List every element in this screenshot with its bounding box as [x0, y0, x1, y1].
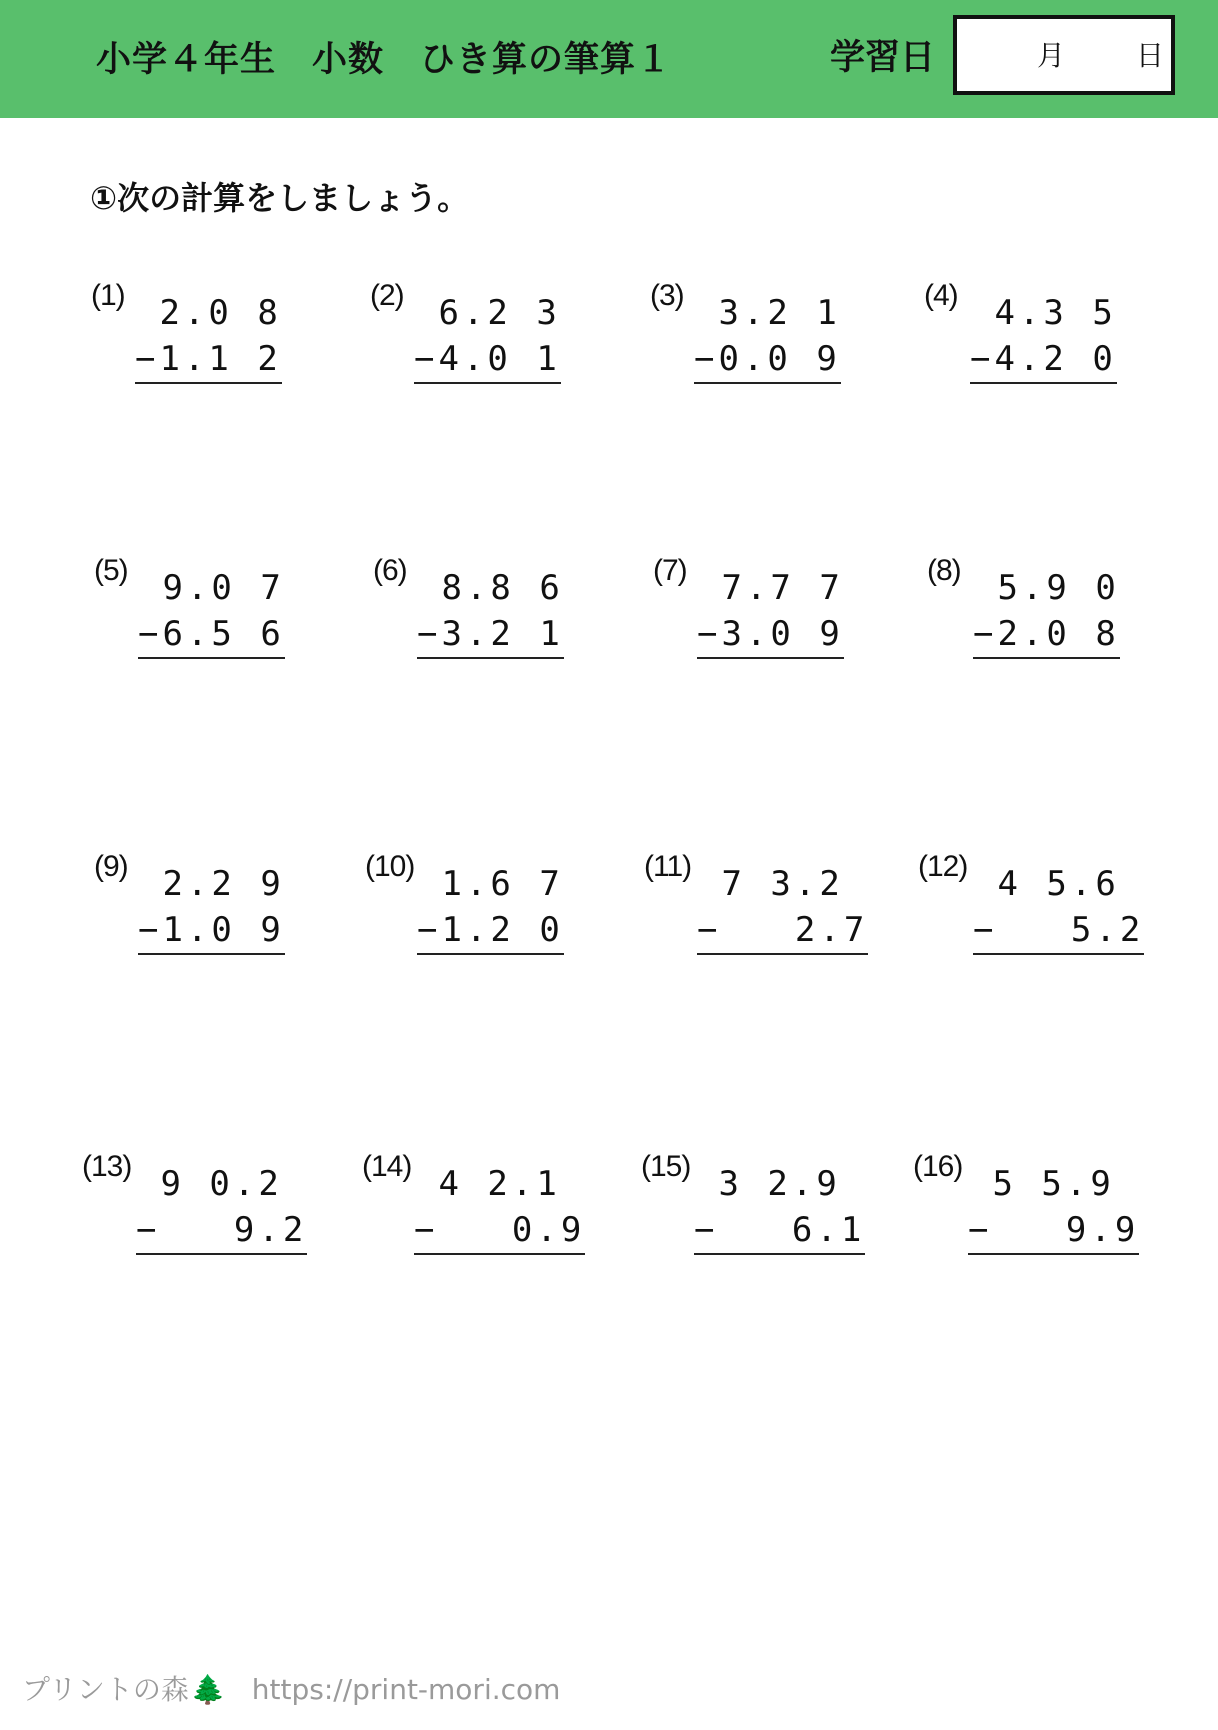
- tree-icon: 🌲: [190, 1673, 226, 1706]
- problem-number: (8): [927, 554, 961, 587]
- problem-10: [365, 849, 625, 979]
- problem-number: (5): [94, 554, 128, 587]
- problem-11: [644, 849, 904, 979]
- problem-number: (10): [365, 850, 415, 883]
- problem-number: (14): [362, 1150, 412, 1183]
- minuend: 5.9 0: [973, 568, 1120, 608]
- problem-number: (13): [82, 1150, 132, 1183]
- problem-number: (12): [918, 850, 968, 883]
- problem-2: [370, 278, 630, 408]
- problem-6: [373, 553, 633, 683]
- problem-4: [924, 278, 1184, 408]
- minuend: 2.0 8: [135, 293, 282, 333]
- minuend: 5 5.9: [968, 1164, 1115, 1204]
- minuend: 4 2.1: [414, 1164, 561, 1204]
- subtrahend: −2.0 8: [973, 613, 1120, 659]
- problem-number: (3): [650, 279, 684, 312]
- minuend: 8.8 6: [417, 568, 564, 608]
- problem-7: [653, 553, 913, 683]
- problem-1: [91, 278, 351, 408]
- minuend: 9.0 7: [138, 568, 285, 608]
- subtrahend: − 9.9: [968, 1209, 1139, 1255]
- problem-5: [94, 553, 354, 683]
- subtrahend: − 0.9: [414, 1209, 585, 1255]
- subtrahend: −1.1 2: [135, 338, 282, 384]
- problem-13: [82, 1149, 342, 1279]
- footer-credit: [22, 1672, 560, 1708]
- problem-8: [927, 553, 1187, 683]
- problem-number: (16): [913, 1150, 963, 1183]
- study-date-label: 学習日: [830, 38, 936, 78]
- site-url[interactable]: https://print-mori.com: [251, 1673, 561, 1706]
- problem-3: [650, 278, 910, 408]
- problem-number: (4): [924, 279, 958, 312]
- problem-number: (11): [644, 850, 692, 883]
- minuend: 9 0.2: [136, 1164, 283, 1204]
- subtrahend: −1.2 0: [417, 909, 564, 955]
- header-bar: [0, 0, 1218, 118]
- minuend: 7.7 7: [697, 568, 844, 608]
- problem-14: [362, 1149, 622, 1279]
- subtrahend: − 5.2: [973, 909, 1144, 955]
- minuend: 4 5.6: [973, 864, 1120, 904]
- problem-number: (7): [653, 554, 687, 587]
- minuend: 6.2 3: [414, 293, 561, 333]
- study-date-box[interactable]: [953, 15, 1175, 95]
- subtrahend: −3.2 1: [417, 613, 564, 659]
- month-label: 月: [1037, 39, 1066, 72]
- subtrahend: −4.2 0: [970, 338, 1117, 384]
- problem-number: (2): [370, 279, 404, 312]
- instruction-text: ①次の計算をしましょう。: [90, 179, 470, 217]
- problem-15: [641, 1149, 901, 1279]
- minuend: 3.2 1: [694, 293, 841, 333]
- subtrahend: −4.0 1: [414, 338, 561, 384]
- minuend: 4.3 5: [970, 293, 1117, 333]
- subtrahend: − 6.1: [694, 1209, 865, 1255]
- worksheet-title: 小学４年生 小数 ひき算の筆算１: [96, 40, 673, 80]
- site-name: プリントの森: [22, 1673, 189, 1706]
- minuend: 1.6 7: [417, 864, 564, 904]
- problem-16: [913, 1149, 1173, 1279]
- subtrahend: − 2.7: [697, 909, 868, 955]
- subtrahend: −3.0 9: [697, 613, 844, 659]
- problem-number: (6): [373, 554, 407, 587]
- day-label: 日: [1136, 39, 1165, 72]
- problem-9: [94, 849, 354, 979]
- minuend: 7 3.2: [697, 864, 844, 904]
- problem-12: [918, 849, 1178, 979]
- problem-number: (1): [91, 279, 125, 312]
- minuend: 3 2.9: [694, 1164, 841, 1204]
- subtrahend: −6.5 6: [138, 613, 285, 659]
- minuend: 2.2 9: [138, 864, 285, 904]
- subtrahend: −0.0 9: [694, 338, 841, 384]
- problem-number: (15): [641, 1150, 691, 1183]
- problem-number: (9): [94, 850, 128, 883]
- subtrahend: − 9.2: [136, 1209, 307, 1255]
- subtrahend: −1.0 9: [138, 909, 285, 955]
